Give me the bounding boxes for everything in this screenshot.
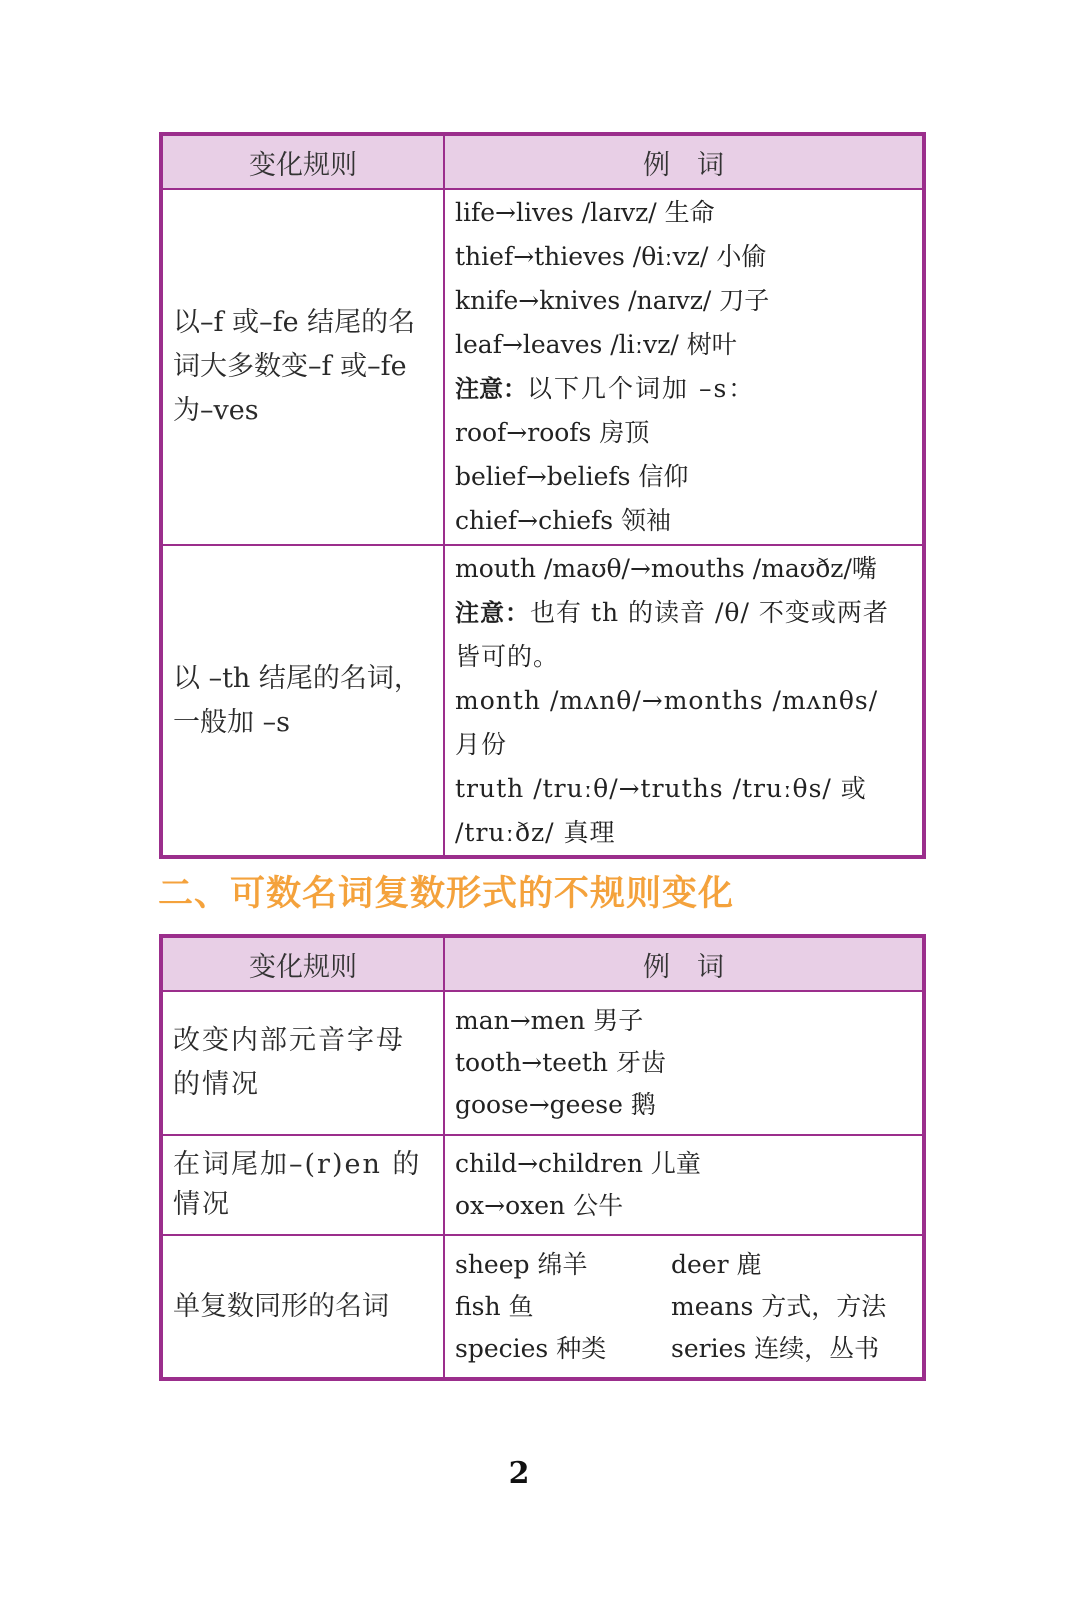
note-label: 注意：: [455, 375, 527, 403]
table-row: [161, 1135, 924, 1235]
rule-cell: 以 –th 结尾的名词，一般加 –s: [161, 545, 444, 857]
example-line: leaf→leaves /liːvz/ 树叶: [455, 330, 737, 359]
table-header-row: [161, 134, 924, 189]
rules-table-irregular: [159, 934, 926, 1381]
note-text: 以下几个词加 –s：: [527, 374, 756, 403]
word-pair: [455, 1244, 912, 1286]
note-text: 也有 th 的读音 /θ/ 不变或两者皆可的。: [455, 597, 889, 671]
example-line: thief→thieves /θiːvz/ 小偷: [455, 242, 767, 271]
example-line: truth /truːθ/→truths /truːθs/ 或 /truːðz/ 真理: [455, 773, 867, 847]
example-cell: [444, 189, 924, 545]
header-example: 例 词: [444, 936, 924, 991]
example-line: life→lives /laɪvz/ 生命: [455, 198, 715, 227]
word-item: species 种类: [455, 1333, 607, 1363]
rule-cell: 在词尾加–(r)en 的情况: [161, 1135, 444, 1235]
example-line: month /mʌnθ/→months /mʌnθs/ 月份: [455, 685, 879, 759]
header-rule: 变化规则: [161, 134, 444, 189]
page-number: 2: [508, 1456, 530, 1491]
table-row: [161, 991, 924, 1135]
example-line: child→children 儿童: [455, 1149, 701, 1178]
rule-cell: 单复数同形的名词: [161, 1235, 444, 1379]
example-line: mouth /maʊθ/→mouths /maʊðz/嘴: [455, 553, 877, 583]
example-cell: [444, 1235, 924, 1379]
table-row: [161, 1235, 924, 1379]
word-item: sheep 绵羊: [455, 1249, 588, 1279]
example-line: tooth→teeth 牙齿: [455, 1048, 666, 1077]
word-item: series 连续，丛书: [671, 1333, 880, 1363]
word-item: deer 鹿: [671, 1249, 762, 1279]
note-line: [455, 591, 912, 679]
table-header-row: [161, 936, 924, 991]
rule-cell: 以–f 或–fe 结尾的名词大多数变–f 或–fe 为–ves: [161, 189, 444, 545]
table-row: [161, 545, 924, 857]
example-cell: [444, 545, 924, 857]
example-cell: [444, 1135, 924, 1235]
example-line: chief→chiefs 领袖: [455, 506, 672, 535]
example-line: belief→beliefs 信仰: [455, 462, 689, 491]
example-line: man→men 男子: [455, 1006, 644, 1035]
table-row: [161, 189, 924, 545]
rule-cell: 改变内部元音字母的情况: [161, 991, 444, 1135]
section-title: 二、可数名词复数形式的不规则变化: [158, 874, 735, 914]
header-rule: 变化规则: [161, 936, 444, 991]
note-label: 注意：: [455, 598, 530, 627]
example-line: ox→oxen 公牛: [455, 1191, 624, 1220]
example-line: knife→knives /naɪvz/ 刀子: [455, 286, 770, 315]
word-item: fish 鱼: [455, 1291, 534, 1321]
example-line: goose→geese 鹅: [455, 1090, 656, 1119]
word-pair: [455, 1286, 912, 1328]
example-line: roof→roofs 房顶: [455, 418, 650, 447]
example-cell: [444, 991, 924, 1135]
rules-table-regular: [159, 132, 926, 859]
word-item: means 方式，方法: [671, 1291, 887, 1321]
word-pair: [455, 1328, 912, 1370]
note-line: [455, 367, 912, 411]
header-example: 例 词: [444, 134, 924, 189]
